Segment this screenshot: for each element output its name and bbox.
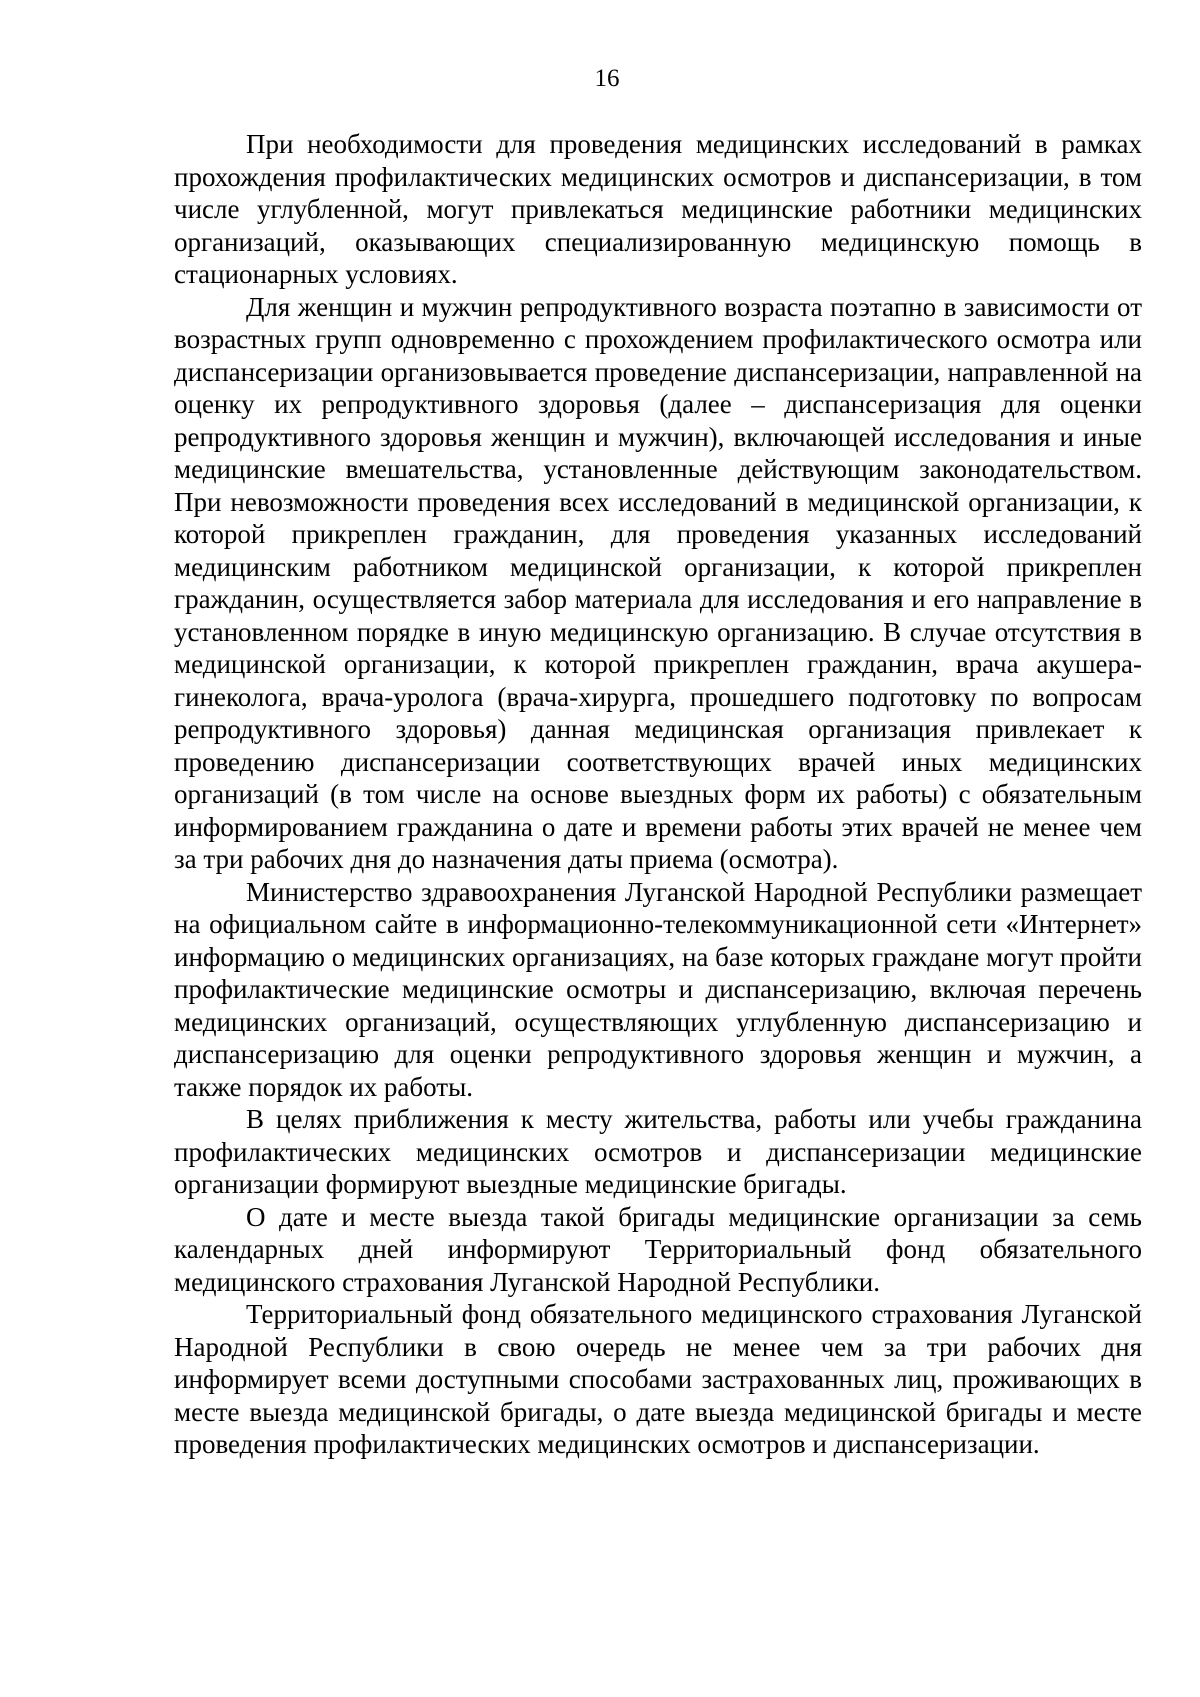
paragraph-insurance-fund-notice: Территориальный фонд обязательного медицинского страхования Луганской Народной Республики в свою очередь не менее чем за три рабочих дня информирует всеми доступными способами застрахованных лиц, проживающих в месте выезда медицинской бригады, о дате выезда медицинской бригады и месте проведения профилактических медицинских осмотров и диспансеризации. [174,1299,1142,1459]
paragraph-reproductive-health-screening: Для женщин и мужчин репродуктивного возраста поэтапно в зависимости от возрастных групп одновременно с прохождением профилактического осмотра или диспансеризации организовывается проведение диспансеризации, направленной на оценку их репродуктивного здоровья (далее – диспансеризация для оценки репродуктивного здоровья женщин и мужчин), включающей исследования и иные медицинские вмешательства, установленные действующим законодательством. При невозможности проведения всех исследований в медицинской организации, к которой прикреплен гражданин, для проведения указанных исследований медицинским работником медицинской организации, к которой прикреплен гражданин, осуществляется забор материала для исследования и его направление в установленном порядке в иную медицинскую организацию. В случае отсутствия в медицинской организации, к которой прикреплен гражданин, врача акушера-гинеколога, врача-уролога (врача-хирурга, прошедшего подготовку по вопросам репродуктивного здоровья) данная медицинская организация привлекает к проведению диспансеризации соответствующих врачей иных медицинских организаций (в том числе на основе выездных форм их работы) с обязательным информированием гражданина о дате и времени работы этих врачей не менее чем за три рабочих дня до назначения даты приема (осмотра). [174,291,1142,874]
paragraph-specialist-involvement: При необходимости для проведения медицинских исследований в рамках прохождения профилактических медицинских осмотров и диспансеризации, в том числе углубленной, могут привлекаться медицинские работники медицинских организаций, оказывающих специализированную медицинскую помощь в стационарных условиях. [174,129,1142,289]
paragraph-team-departure-notice: О дате и месте выезда такой бригады медицинские организации за семь календарных дней информируют Территориальный фонд обязательного медицинского страхования Луганской Народной Республики. [174,1201,1142,1297]
document-body [174,128,1142,1461]
paragraph-ministry-website-info: Министерство здравоохранения Луганской Народной Республики размещает на официальном сайте в информационно-телекоммуникационной сети «Интернет» информацию о медицинских организациях, на базе которых граждане могут пройти профилактические медицинские осмотры и диспансеризацию, включая перечень медицинских организаций, осуществляющих углубленную диспансеризацию и диспансеризацию для оценки репродуктивного здоровья женщин и мужчин, а также порядок их работы. [174,876,1142,1102]
paragraph-mobile-teams: В целях приближения к месту жительства, работы или учебы гражданина профилактических медицинских осмотров и диспансеризации медицинские организации формируют выездные медицинские бригады. [174,1104,1142,1199]
page-number: 16 [594,65,620,92]
